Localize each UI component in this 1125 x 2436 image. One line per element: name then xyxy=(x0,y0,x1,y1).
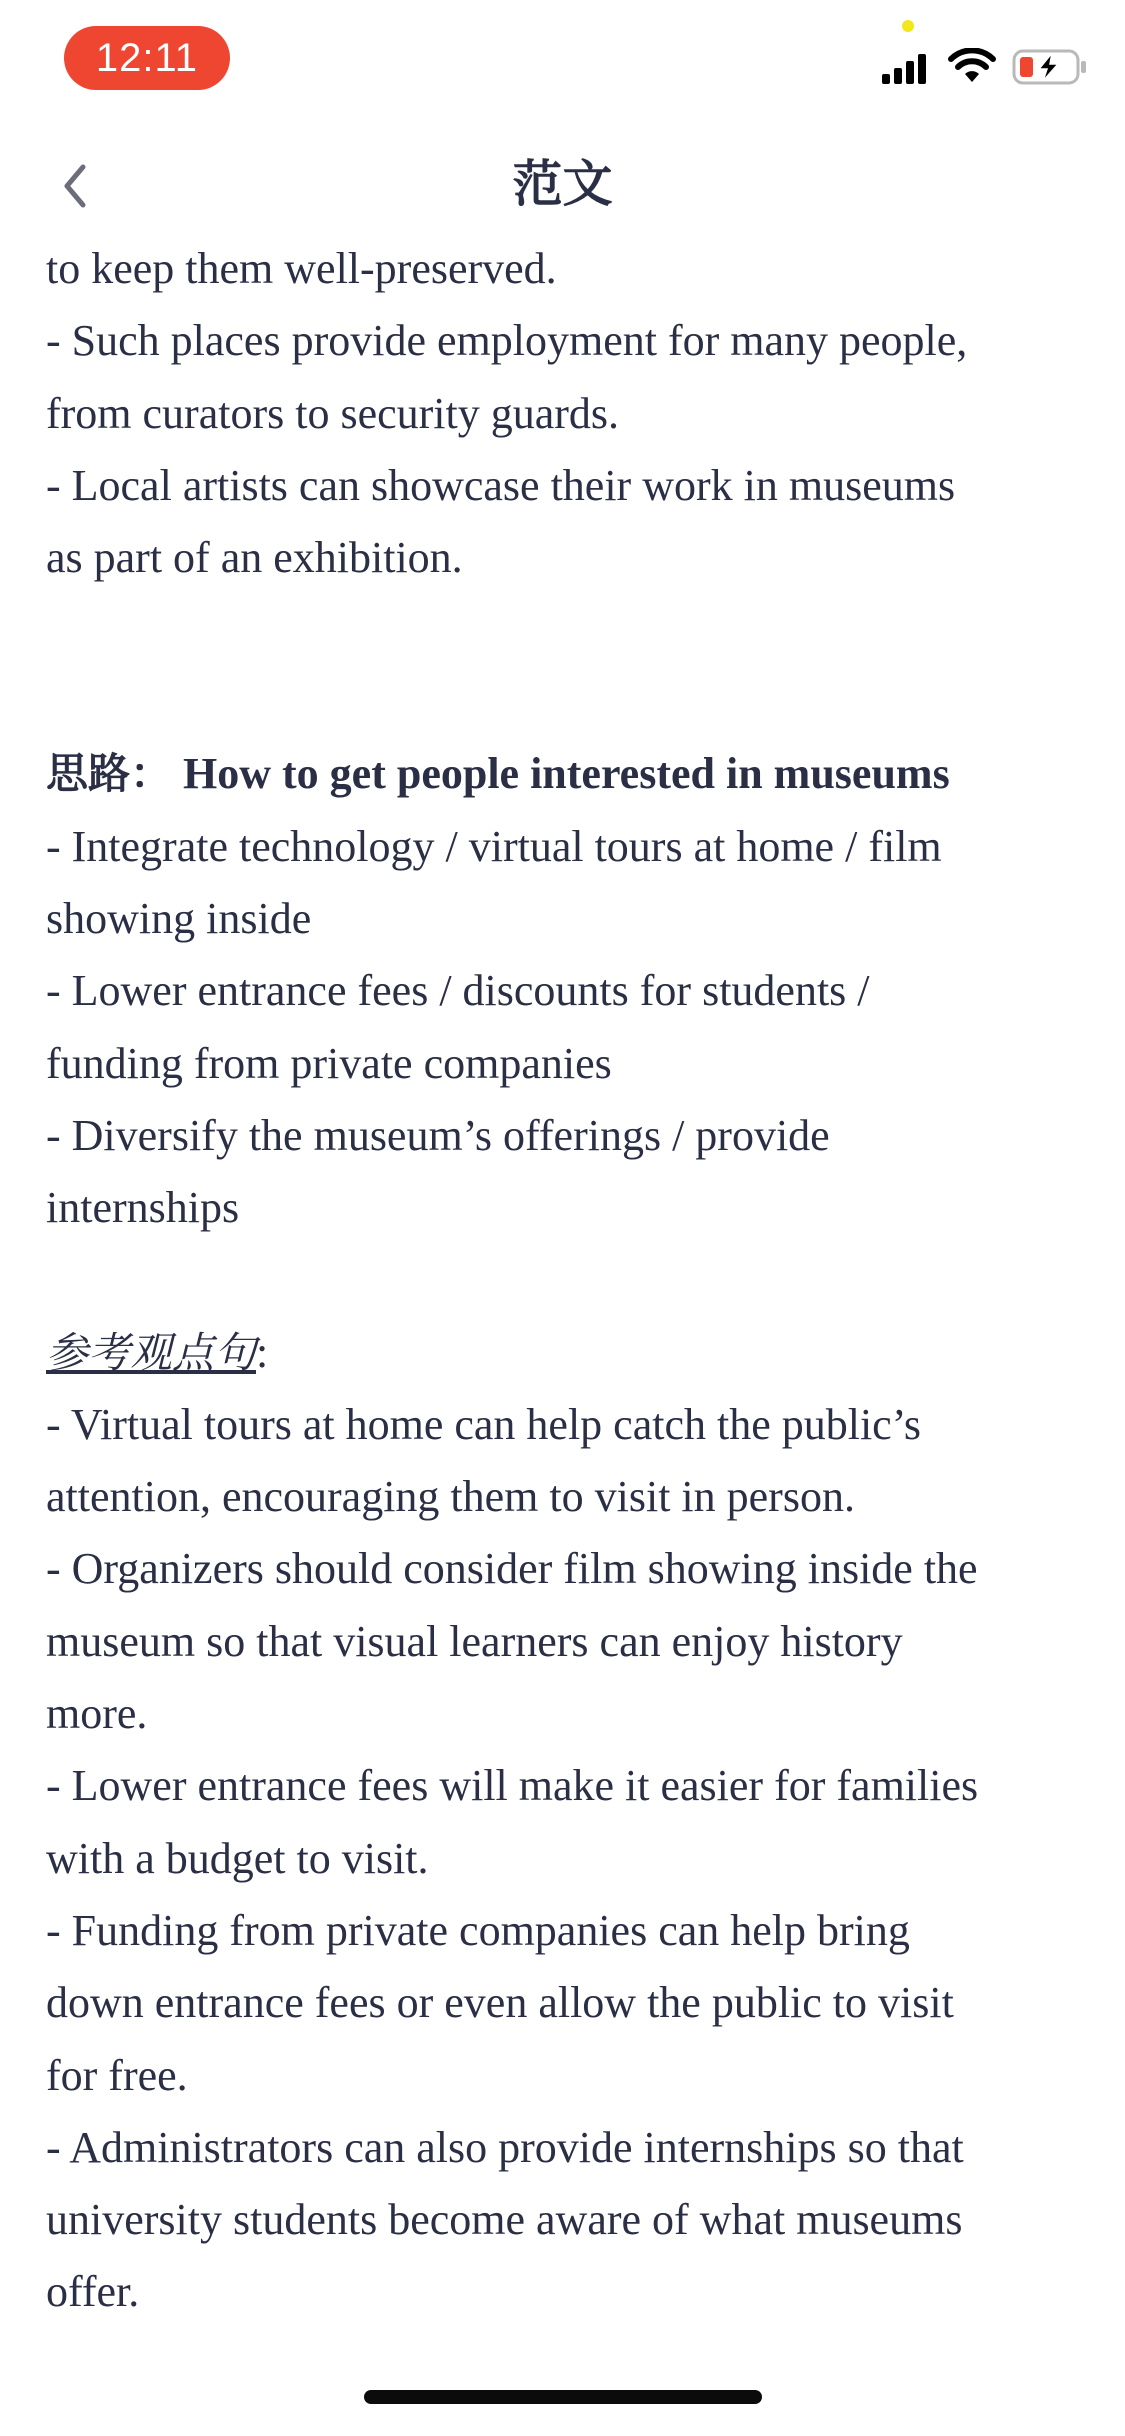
paragraph-spacer xyxy=(46,1245,1086,1317)
privacy-indicator-dot xyxy=(902,20,914,32)
status-time[interactable]: 12:11 xyxy=(64,26,230,90)
text-line: internships xyxy=(46,1183,240,1233)
text-line: - Virtual tours at home can help catch the public’s xyxy=(46,1399,922,1449)
text-line: - Integrate technology / virtual tours at home / film xyxy=(46,821,942,871)
heading-label: 思路： xyxy=(46,749,173,799)
text-line: - Funding from private companies can help bring xyxy=(46,1905,910,1955)
reference-label: 参考观点句 xyxy=(46,1327,257,1377)
text-line: - Lower entrance fees will make it easier for families xyxy=(46,1761,979,1811)
text-line: to keep them well-preserved. xyxy=(46,244,557,293)
text-line: - Administrators can also provide internships so that xyxy=(46,2122,964,2172)
text-line: as part of an exhibition. xyxy=(46,533,463,583)
home-indicator[interactable] xyxy=(364,2390,762,2404)
battery-charging-icon xyxy=(1012,48,1088,86)
text-line: for free. xyxy=(46,2050,188,2100)
text-line: museum so that visual learners can enjoy history xyxy=(46,1616,903,1666)
wifi-icon xyxy=(948,48,996,84)
text-line: offer. xyxy=(46,2267,140,2317)
text-line: down entrance fees or even allow the public to visit xyxy=(46,1978,954,2028)
reference-heading xyxy=(46,1317,1086,1389)
heading-text: How to get people interested in museums xyxy=(183,749,950,799)
text-line: more. xyxy=(46,1689,148,1739)
text-line: university students become aware of what museums xyxy=(46,2195,963,2245)
text-line: from curators to security guards. xyxy=(46,388,620,438)
nav-bar xyxy=(0,140,1125,230)
section-heading xyxy=(46,738,1086,810)
text-line: - Organizers should consider film showing inside the xyxy=(46,1544,978,1594)
paragraph-spacer xyxy=(46,594,1086,738)
signal-icon xyxy=(882,52,926,84)
text-line: showing inside xyxy=(46,894,312,944)
status-bar xyxy=(0,0,1125,130)
text-line: - Diversify the museum’s offerings / provide xyxy=(46,1110,830,1160)
text-line: attention, encouraging them to visit in person. xyxy=(46,1472,855,1522)
text-line: - Lower entrance fees / discounts for students / xyxy=(46,966,870,1016)
reference-suffix: : xyxy=(256,1327,269,1377)
text-line: - Local artists can showcase their work in museums xyxy=(46,460,956,510)
text-line: - Such places provide employment for many people, xyxy=(46,316,968,366)
text-line: with a budget to visit. xyxy=(46,1833,429,1883)
article-content xyxy=(46,233,1086,2329)
page-title: 范文 xyxy=(512,155,613,213)
text-line: funding from private companies xyxy=(46,1038,612,1088)
